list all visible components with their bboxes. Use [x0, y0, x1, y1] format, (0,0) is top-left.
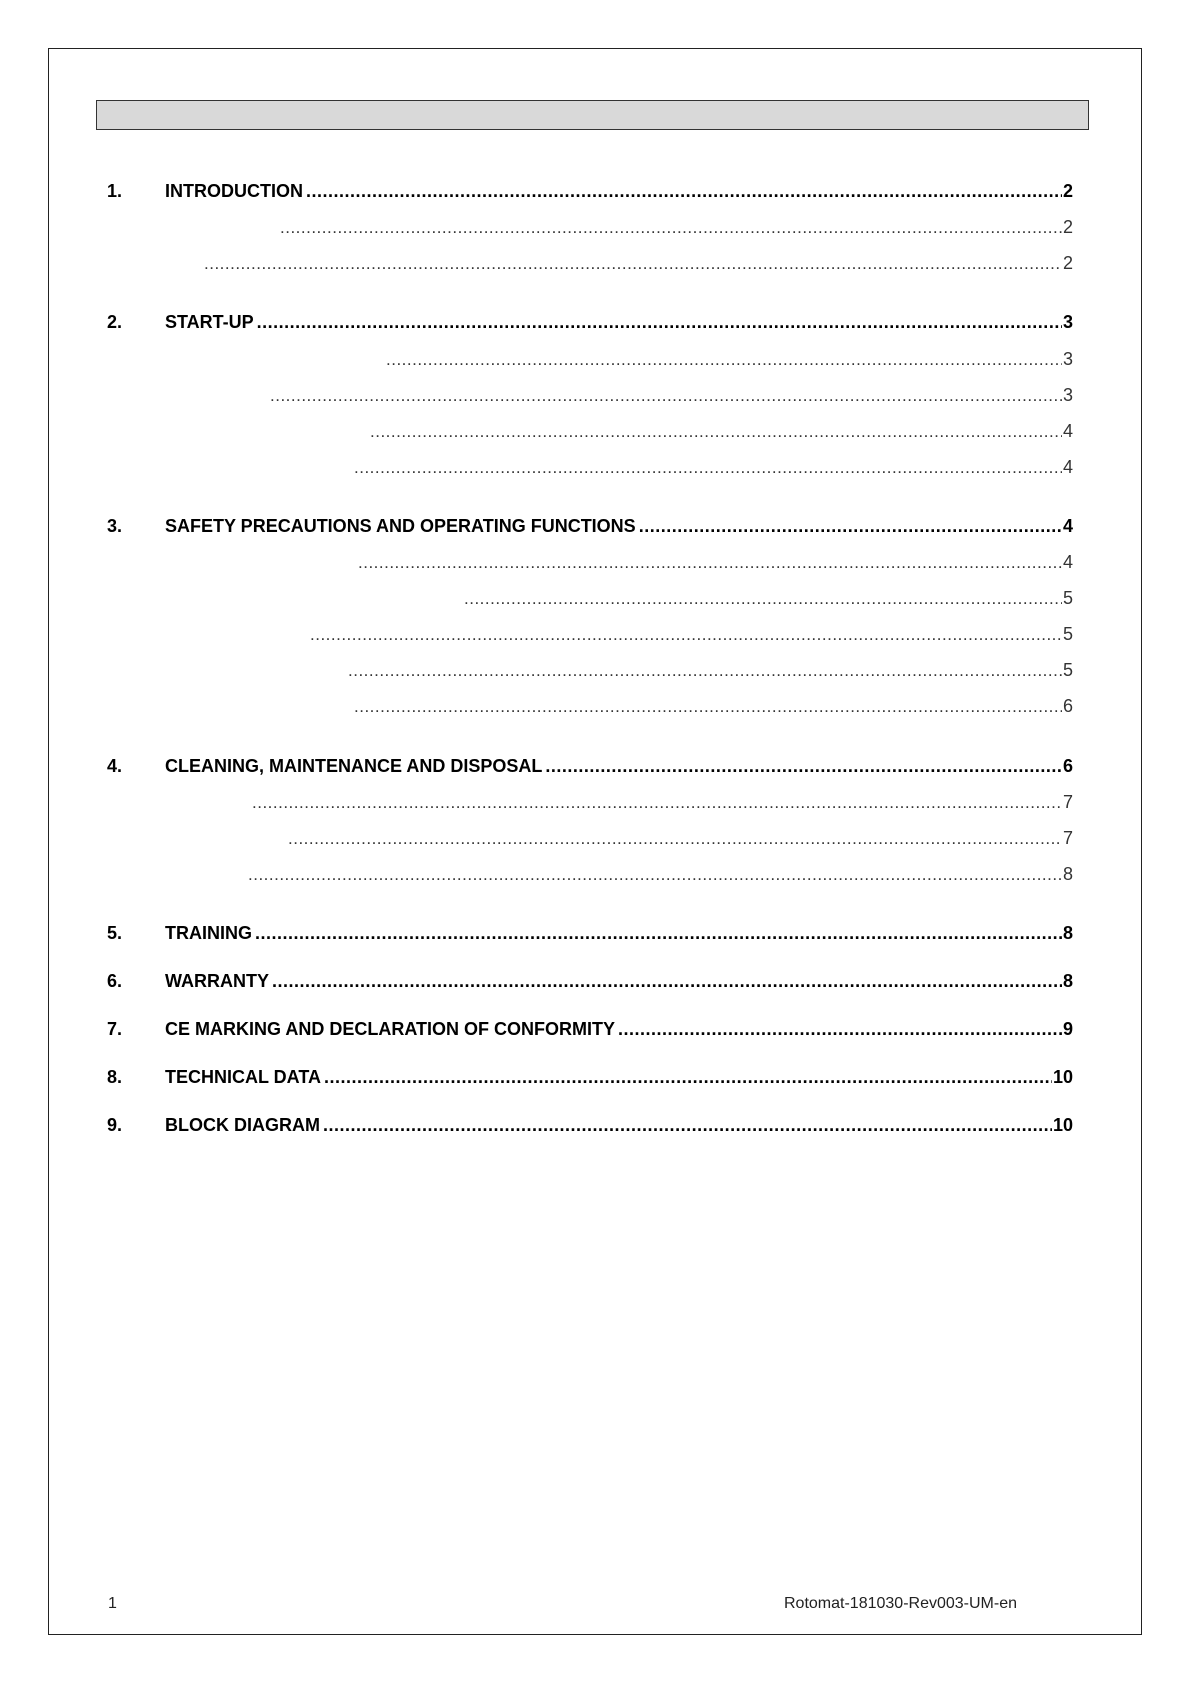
toc-page: 5: [1062, 624, 1073, 644]
toc-number: 6.: [107, 971, 123, 991]
toc-entry-training[interactable]: [107, 920, 1073, 944]
toc-leader: [280, 218, 1062, 238]
toc-leader: [323, 1115, 1052, 1136]
toc-leader: [370, 422, 1062, 442]
toc-leader: [310, 625, 1062, 645]
toc-page: 8: [1062, 923, 1073, 943]
toc-leader: [204, 254, 1062, 274]
toc-page: 10: [1052, 1115, 1073, 1135]
toc-subentry[interactable]: [270, 382, 1073, 406]
toc-page: 10: [1052, 1067, 1073, 1087]
toc-title: WARRANTY: [165, 971, 269, 991]
toc-subentry[interactable]: [354, 693, 1073, 717]
toc-subentry[interactable]: [358, 549, 1073, 573]
toc-subentry[interactable]: [288, 825, 1073, 849]
toc-page: 3: [1062, 312, 1073, 332]
toc-entry-introduction[interactable]: [107, 178, 1073, 202]
toc-page: 2: [1062, 253, 1073, 273]
toc-page: 4: [1062, 552, 1073, 572]
toc-subentry[interactable]: [204, 250, 1073, 274]
toc-leader: [354, 697, 1062, 717]
toc-leader: [464, 589, 1062, 609]
toc-page: 5: [1062, 660, 1073, 680]
toc-title: CLEANING, MAINTENANCE AND DISPOSAL: [165, 756, 543, 776]
toc-number: 8.: [107, 1067, 123, 1087]
toc-page: 4: [1062, 516, 1073, 536]
toc-title: START-UP: [165, 312, 254, 332]
toc-leader: [324, 1067, 1052, 1088]
toc-number: 5.: [107, 923, 123, 943]
toc-leader: [386, 350, 1062, 370]
toc-subentry[interactable]: [370, 418, 1073, 442]
toc-leader: [255, 923, 1062, 944]
toc-leader: [252, 793, 1062, 813]
footer-document-id: Rotomat-181030-Rev003-UM-en: [784, 1595, 1017, 1612]
toc-title: INTRODUCTION: [165, 181, 303, 201]
toc-title: TECHNICAL DATA: [165, 1067, 321, 1087]
toc-page: 5: [1062, 588, 1073, 608]
toc-leader: [354, 458, 1062, 478]
toc-entry-block-diagram[interactable]: [107, 1112, 1073, 1136]
footer-page-number: 1: [108, 1595, 117, 1612]
toc-page: 7: [1062, 792, 1073, 812]
toc-title: CE MARKING AND DECLARATION OF CONFORMITY: [165, 1019, 615, 1039]
toc-subentry[interactable]: [280, 214, 1073, 238]
toc-entry-cleaning-maintenance[interactable]: [107, 753, 1073, 777]
toc-subentry[interactable]: [464, 585, 1073, 609]
toc-number: 9.: [107, 1115, 123, 1135]
toc-entry-ce-marking[interactable]: [107, 1016, 1073, 1040]
toc-page: 2: [1062, 217, 1073, 237]
toc-page: 6: [1062, 696, 1073, 716]
toc-title: BLOCK DIAGRAM: [165, 1115, 320, 1135]
toc-number: 1.: [107, 181, 123, 201]
toc-page: 3: [1062, 385, 1073, 405]
toc-subentry[interactable]: [386, 346, 1073, 370]
toc-leader: [358, 553, 1062, 573]
toc-page: 8: [1062, 864, 1073, 884]
toc-leader: [257, 312, 1062, 333]
toc-number: 7.: [107, 1019, 123, 1039]
toc-title: SAFETY PRECAUTIONS AND OPERATING FUNCTIONS: [165, 516, 636, 536]
toc-page: 7: [1062, 828, 1073, 848]
toc-subentry[interactable]: [354, 454, 1073, 478]
toc-page: 6: [1062, 756, 1073, 776]
toc-title: TRAINING: [165, 923, 252, 943]
toc-leader: [639, 516, 1062, 537]
toc-entry-warranty[interactable]: [107, 968, 1073, 992]
toc-page: 4: [1062, 421, 1073, 441]
toc-entry-technical-data[interactable]: [107, 1064, 1073, 1088]
toc-subentry[interactable]: [348, 657, 1073, 681]
toc-leader: [618, 1019, 1062, 1040]
toc-page: 8: [1062, 971, 1073, 991]
toc-subentry[interactable]: [310, 621, 1073, 645]
toc-leader: [272, 971, 1062, 992]
toc-leader: [288, 829, 1062, 849]
toc-subentry[interactable]: [248, 861, 1073, 885]
toc-page: 3: [1062, 349, 1073, 369]
toc-number: 3.: [107, 516, 123, 536]
toc-leader: [270, 386, 1062, 406]
toc-subentry[interactable]: [252, 789, 1073, 813]
toc-leader: [306, 181, 1062, 202]
toc-page: 9: [1062, 1019, 1073, 1039]
toc-leader: [545, 756, 1062, 777]
toc-page: 2: [1062, 181, 1073, 201]
title-bar: [96, 100, 1089, 130]
toc-leader: [248, 865, 1062, 885]
toc-number: 4.: [107, 756, 123, 776]
toc-number: 2.: [107, 312, 123, 332]
toc-leader: [348, 661, 1062, 681]
toc-entry-start-up[interactable]: [107, 309, 1073, 333]
toc-page: 4: [1062, 457, 1073, 477]
toc-entry-safety-precautions[interactable]: [107, 513, 1073, 537]
